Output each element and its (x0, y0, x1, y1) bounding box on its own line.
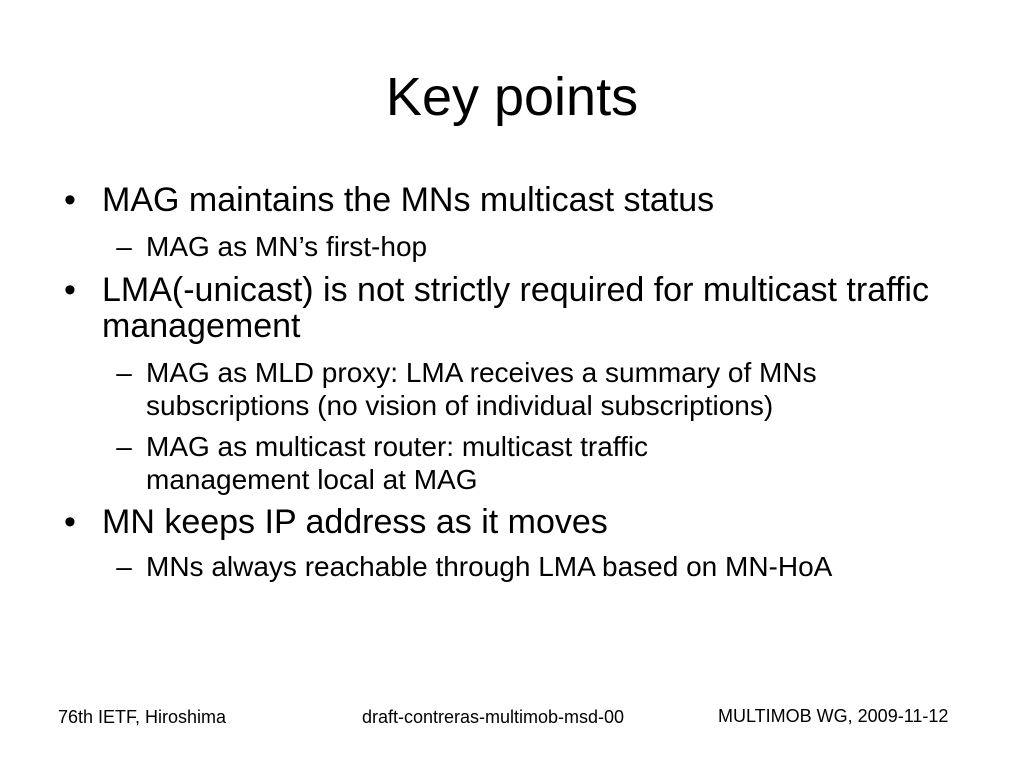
bullet-item (64, 181, 982, 219)
bullet-marker: • (64, 271, 76, 309)
bullet-text: MN keeps IP address as it moves (102, 503, 608, 541)
bullet-item (64, 271, 982, 345)
bullet-text: MAG maintains the MNs multicast status (102, 181, 715, 219)
sub-bullet-text: MAG as multicast router: multicast traffic management local at MAG (146, 431, 649, 495)
footer-draft-name: draft-contreras-multimob-msd-00 (362, 707, 625, 727)
sub-bullet-text: MNs always reachable through LMA based on MN-HoA (146, 551, 833, 582)
bullet-marker: • (64, 181, 76, 219)
sub-bullet-marker: – (116, 357, 132, 388)
sub-bullet-marker: – (116, 551, 132, 582)
sub-bullet-item (116, 550, 936, 583)
sub-bullet-item (116, 430, 786, 496)
sub-bullet-item (116, 356, 976, 422)
footer-event: 76th IETF, Hiroshima (58, 707, 227, 727)
sub-bullet-text: MAG as MLD proxy: LMA receives a summary of MNs subscriptions (no vision of individual subscriptions) (146, 357, 817, 421)
sub-bullet-marker: – (116, 431, 132, 462)
sub-bullet-marker: – (116, 231, 132, 262)
bullet-item (64, 503, 982, 541)
sub-bullet-item (116, 230, 976, 263)
footer-wg-date: MULTIMOB WG, 2009-11-12 (718, 706, 949, 726)
bullet-marker: • (64, 503, 76, 541)
sub-bullet-text: MAG as MN’s first-hop (146, 231, 428, 262)
slide-title: Key points (385, 67, 639, 127)
bullet-text: LMA(-unicast) is not strictly required for multicast traffic management (102, 271, 929, 345)
